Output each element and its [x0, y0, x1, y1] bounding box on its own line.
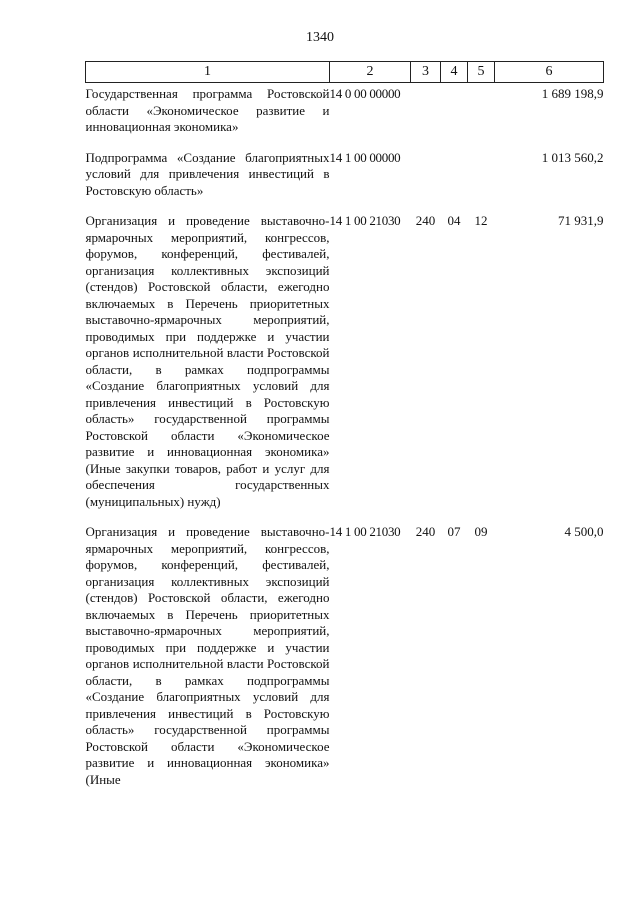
row-pr	[468, 136, 495, 200]
row-sum: 1 689 198,9	[541, 86, 604, 101]
page-number: 1340	[306, 30, 334, 45]
row-code: 14 0 00 00000	[329, 86, 401, 101]
row-rz	[441, 83, 468, 136]
row-sum: 4 500,0	[564, 524, 604, 539]
row-name: Государственная программа Ростовской области «Экономическое развитие и инновационная экономика»	[85, 86, 330, 134]
row-pr: 12	[474, 213, 488, 228]
row-vr: 240	[415, 213, 436, 228]
header-col-vr: 3	[411, 62, 441, 83]
header-col-code: 2	[330, 62, 411, 83]
row-sum: 71 931,9	[558, 213, 604, 228]
header-col-rz: 4	[441, 62, 468, 83]
row-name: Организация и проведение выставочно-ярмарочных мероприятий, конгрессов, форумов, конференций, фестивалей, организация коллективных экспозиций (стендов) Ростовской области, ежегодно включаемых в Перечень приоритетных выставочно-ярмарочных мероприятий, проводимых при поддержке и участии органов исполнительной власти Ростовской области, в рамках подпрограммы «Создание благоприятных условий для привлечения инвестиций в Ростовскую область» государственной программы Ростовской области «Экономическое развитие и инновационная экономика» (Иные закупки товаров, работ и услуг для обеспечения государственных (муниципальных) нужд)	[85, 213, 330, 509]
row-vr	[411, 83, 441, 136]
row-name: Организация и проведение выставочно-ярмарочных мероприятий, конгрессов, форумов, конференций, фестивалей, организация коллективных экспозиций (стендов) Ростовской области, ежегодно включаемых в Перечень приоритетных выставочно-ярмарочных мероприятий, проводимых при поддержке и участии органов исполнительной власти Ростовской области, в рамках подпрограммы «Создание благоприятных условий для привлечения инвестиций в Ростовскую область» государственной программы Ростовской области «Экономическое развитие и инновационная экономика» (Иные	[85, 524, 330, 787]
header-col-name: 1	[86, 62, 330, 83]
table-row	[86, 136, 604, 200]
row-vr	[411, 136, 441, 200]
table-row	[86, 83, 604, 136]
row-sum: 1 013 560,2	[541, 149, 604, 165]
row-rz	[441, 136, 468, 200]
row-rz: 07	[447, 524, 461, 539]
budget-table	[85, 61, 604, 788]
row-code: 14 1 00 21030	[329, 524, 401, 539]
header-row	[86, 62, 604, 83]
row-vr: 240	[415, 524, 436, 539]
row-code: 14 1 00 00000	[329, 149, 401, 165]
row-pr	[468, 83, 495, 136]
table-row	[86, 199, 604, 510]
row-code: 14 1 00 21030	[329, 213, 401, 228]
row-rz: 04	[447, 213, 461, 228]
header-col-sum: 6	[495, 62, 604, 83]
row-pr: 09	[474, 524, 488, 539]
table-row	[86, 510, 604, 788]
header-col-pr: 5	[468, 62, 495, 83]
row-name: Подпрограмма «Создание благоприятных условий для привлечения инвестиций в Ростовскую область»	[85, 149, 330, 198]
